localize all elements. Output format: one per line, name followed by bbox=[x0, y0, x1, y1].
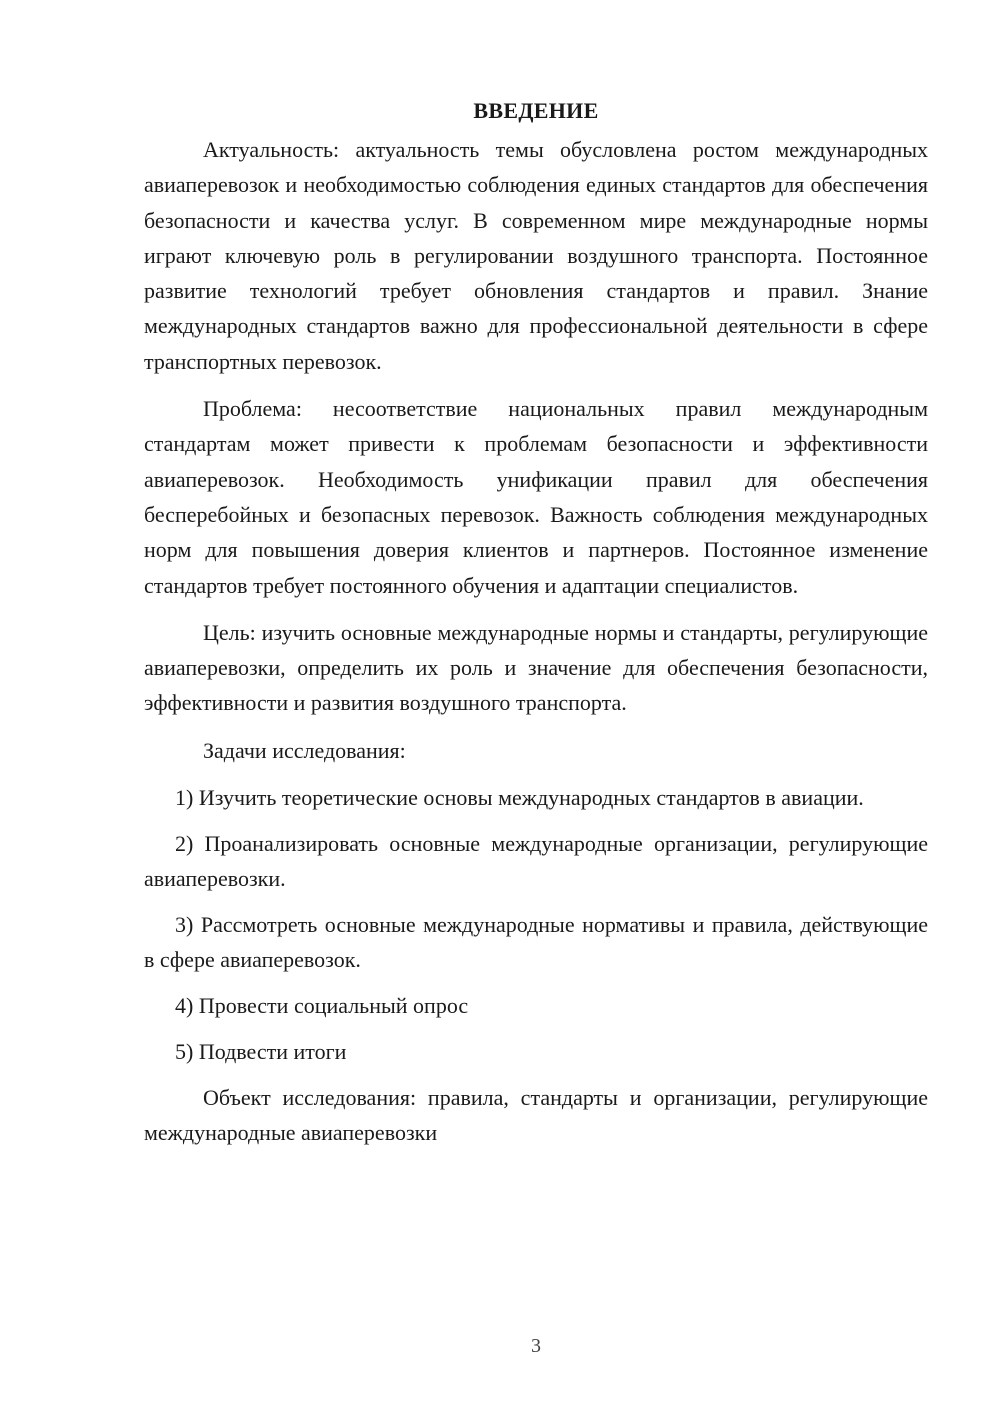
task-item-3: 3) Рассмотреть основные международные нормативы и правила, действующие в сфере авиаперевозок. bbox=[144, 911, 928, 973]
task-item-2: 2) Проанализировать основные международные организации, регулирующие авиаперевозки. bbox=[144, 830, 928, 892]
relevance-paragraph: Актуальность: актуальность темы обусловлена ростом международных авиаперевозок и необходимостью соблюдения единых стандартов для обеспечения безопасности и качества услуг. В современном мире международные нормы играют ключевую роль в регулировании воздушного транспорта. Постоянное развитие технологий требует обновления стандартов и правил. Знание международных стандартов важно для профессиональной деятельности в сфере транспортных перевозок. bbox=[144, 137, 928, 374]
document-page bbox=[144, 96, 928, 1162]
tasks-list bbox=[144, 780, 928, 1069]
task-item-5: 5) Подвести итоги bbox=[175, 1038, 347, 1064]
task-item-4: 4) Провести социальный опрос bbox=[175, 993, 469, 1019]
tasks-heading: Задачи исследования: bbox=[203, 737, 406, 763]
problem-paragraph: Проблема: несоответствие национальных правил международным стандартам может привести к проблемам безопасности и эффективности авиаперевозок. Необходимость унификации правил для обеспечения бесперебойных и безопасных перевозок. Важность соблюдения международных норм для повышения доверия клиентов и партнеров. Постоянное изменение стандартов требует постоянного обучения и адаптации специалистов. bbox=[144, 396, 928, 598]
goal-paragraph: Цель: изучить основные международные нормы и стандарты, регулирующие авиаперевозки, определить их роль и значение для обеспечения безопасности, эффективности и развития воздушного транспорта. bbox=[144, 619, 928, 716]
research-object-paragraph: Объект исследования: правила, стандарты и организации, регулирующие международные авиаперевозки bbox=[144, 1084, 928, 1145]
task-item-1: 1) Изучить теоретические основы международных стандартов в авиации. bbox=[175, 785, 864, 811]
page-number: 3 bbox=[531, 1335, 541, 1357]
section-title: ВВЕДЕНИЕ bbox=[473, 98, 599, 123]
